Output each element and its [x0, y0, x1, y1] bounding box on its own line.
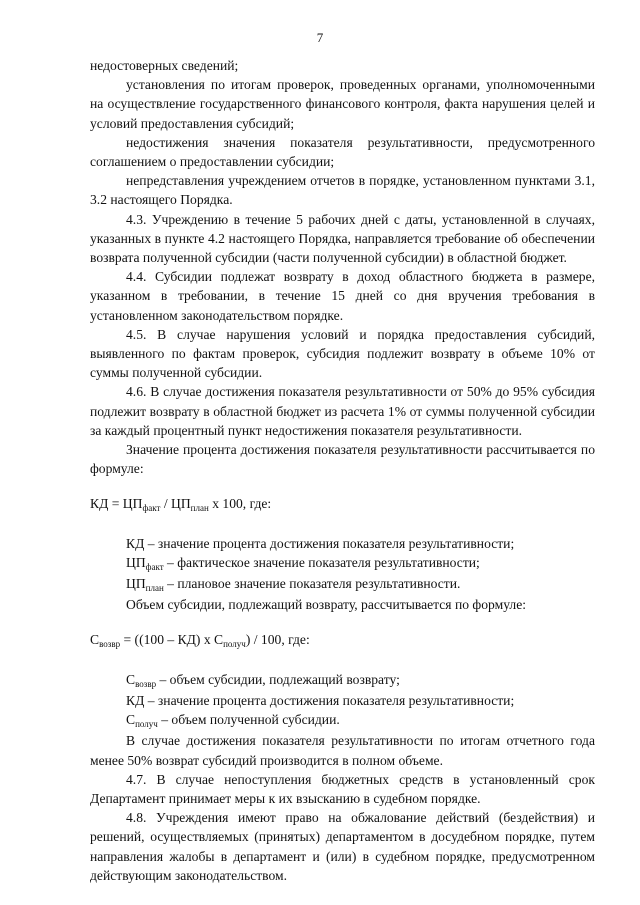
paragraph-4-6: 4.6. В случае достижения показателя результативности от 50% до 95% субсидия подлежит возврату в областной бюджет из расчета 1% от суммы полученной субсидии за каждый процентный пункт недостижения показателя результативности.	[90, 384, 595, 438]
formula-return: $С_{возвр} = ((100 - КД)$ х $С_{получ}) / 100$, где:	[90, 632, 310, 650]
paragraph: недостоверных сведений;	[90, 58, 239, 73]
paragraph-4-4: 4.4. Субсидии подлежат возврату в доход областного бюджета в размере, указанном в требовании, в течение 15 дней со дня вручения требования в установленном законодательством порядке.	[90, 269, 595, 323]
paragraph: Объем субсидии, подлежащий возврату, рассчитывается по формуле:	[126, 597, 527, 613]
paragraph-4-3: 4.3. Учреждению в течение 5 рабочих дней с даты, установленной в случаях, указанных в пункте 4.2 настоящего Порядка, направляется требование об обеспечении возврата полученной субсидии (части полученной субсидии) в областной бюджет.	[90, 211, 595, 266]
definition: $ЦП_{факт}$ – фактическое значение показателя результативности;	[126, 554, 480, 572]
paragraph: непредставления учреждением отчетов в порядке, установленном пунктами 3.1, 3.2 настоящего Порядка.	[90, 173, 595, 208]
definition: $С_{возвр}$ – объем субсидии, подлежащий возврату;	[126, 671, 400, 689]
paragraph-4-7: 4.7. В случае непоступления бюджетных средств в установленный срок Департамент принимает меры к их взысканию в судебном порядке.	[90, 771, 595, 806]
paragraph-4-8: 4.8. Учреждения имеют право на обжалование действий (бездействия) и решений, осуществляемых (принятых) департаментом в досудебном порядке, путем направления жалобы в департамент и (или) в судебном порядке, предусмотренном действующим законодательством.	[90, 810, 595, 883]
paragraph: недостижения значения показателя результативности, предусмотренного соглашением о предоставлении субсидии;	[90, 134, 595, 170]
definition: $ЦП_{план}$ – плановое значение показателя результативности.	[126, 576, 461, 594]
paragraph: установления по итогам проверок, проведенных органами, уполномоченными на осуществление государственного финансового контроля, факта нарушения целей и условий предоставления субсидий;	[90, 77, 595, 131]
definition: $С_{получ}$ – объем полученной субсидии.	[126, 712, 340, 730]
page-number: 7	[316, 30, 324, 45]
paragraph: В случае достижения показателя результативности по итогам отчетного года менее 50% возврат субсидий производится в полном объеме.	[90, 733, 595, 768]
document-body	[90, 56, 595, 885]
definition: КД – значение процента достижения показателя результативности;	[126, 535, 515, 551]
formula-kd: КД = $ЦП_{факт} / ЦП_{план}$ х 100, где:	[90, 496, 272, 514]
definition: КД – значение процента достижения показателя результативности;	[126, 692, 515, 708]
paragraph-4-5: 4.5. В случае нарушения условий и порядка предоставления субсидий, выявленного по фактам проверок, субсидия подлежит возврату в объеме 10% от суммы полученной субсидии.	[90, 326, 595, 381]
paragraph: Значение процента достижения показателя результативности рассчитывается по формуле:	[90, 442, 595, 477]
